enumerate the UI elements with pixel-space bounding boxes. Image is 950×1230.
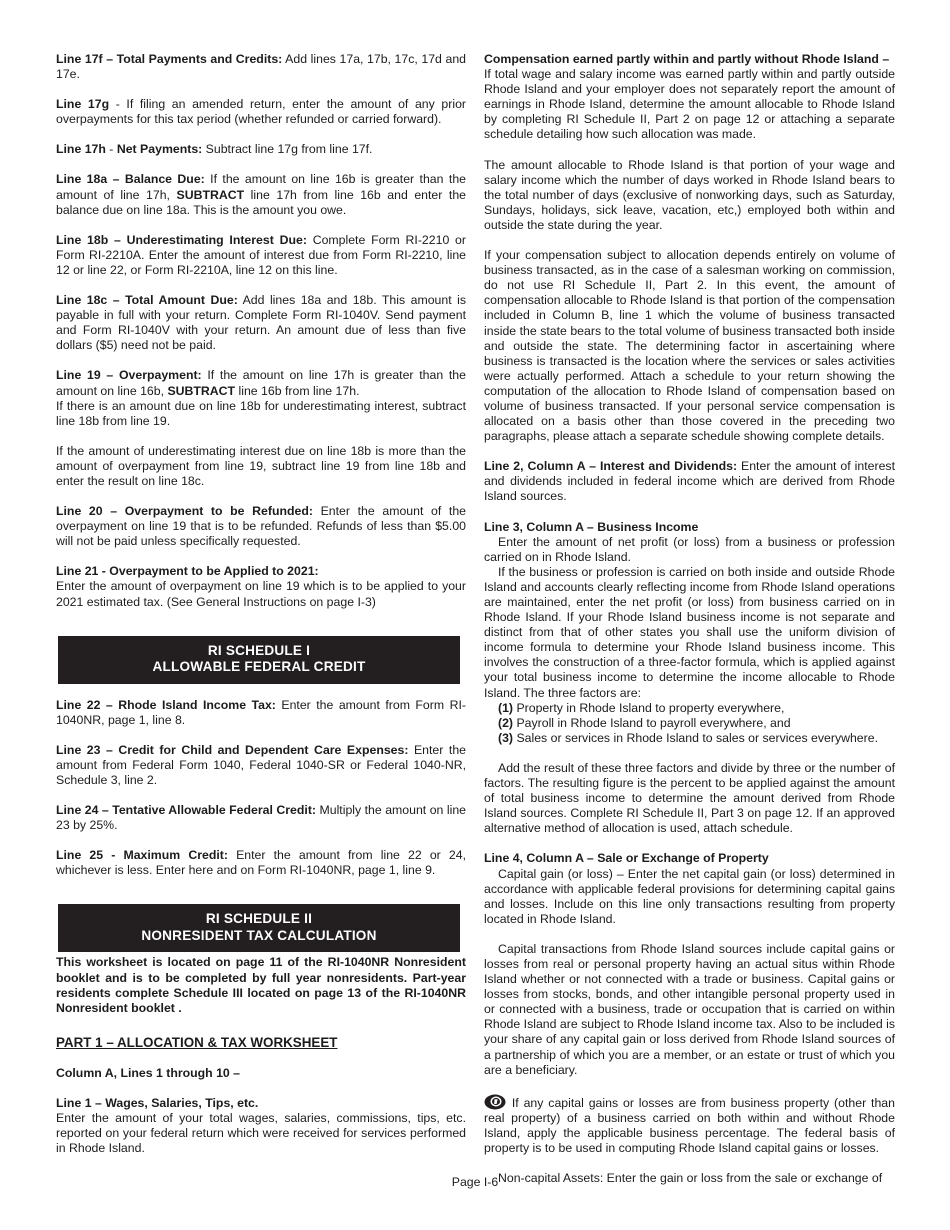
- line-4-p3: If any capital gains or losses are from business property (other than real property) of a business carried on both within and without Rhode Island, apply the applicable business percentage. The federal basis of property is to be used in computing Rhode Island capital gains or losses.: [484, 1093, 895, 1156]
- schedule-1-banner: [58, 636, 460, 684]
- schedule-1-subtitle: ALLOWABLE FEDERAL CREDIT: [152, 659, 366, 675]
- right-column: [484, 52, 895, 1186]
- line-4-p1: Capital gain (or loss) – Enter the net capital gain (or loss) determined in accordance with applicable federal provisions for determining capital gains and losses. Include on this line only transactions resulting from property located in Rhode Island.: [484, 866, 895, 926]
- line-4-p4: Non-capital Assets: Enter the gain or loss from the sale or exchange of: [498, 1171, 883, 1186]
- factor-1: (1) Property in Rhode Island to property everywhere,: [498, 700, 785, 715]
- line-3-p2: If the business or profession is carried on both inside and outside Rhode Island and accounts clearly reflecting income from Rhode Island operations are maintained, enter the net profit (or loss) from business carried on in Rhode Island. If your Rhode Island business income is not separate and distinct from that of other states you shall use the uniform division of income formula to determine your Rhode Island business income. This involves the construction of a three-factor formula, which is applied against your total business income to determine the income allocable to Rhode Island. The three factors are:: [484, 564, 895, 700]
- compensation-paragraph: Compensation earned partly within and partly without Rhode Island – If total wage and salary income was earned partly within and partly outside Rhode Island and your employer does not separately report the amount of earnings in Rhode Island, determine the amount allocable to Rhode Island by completing RI Schedule II, Part 2 on page 12 or attaching a separate schedule detailing how such allocation was made.: [484, 52, 895, 142]
- line-18c-paragraph: Line 18c – Total Amount Due: Add lines 18a and 18b. This amount is payable in full with your return. Complete Form RI-1040V. Send payment and Form RI-1040V with your return. An amount due of less than five dollars ($5) need not be paid.: [56, 293, 466, 353]
- schedule-1-title: RI SCHEDULE I: [207, 642, 311, 658]
- line-23-paragraph: Line 23 – Credit for Child and Dependent Care Expenses: Enter the amount from Federal Form 1040, Federal 1040-SR or Federal 1040-NR, Schedule 3, line 2.: [56, 742, 466, 787]
- line-1-paragraph: Line 1 – Wages, Salaries, Tips, etc. Enter the amount of your total wages, salaries, commissions, tips, etc. reported on your federal return which were received for services performed in Rhode Island.: [56, 1096, 466, 1156]
- line-25-paragraph: Line 25 - Maximum Credit: Enter the amount from line 22 or 24, whichever is less. Enter here and on Form RI-1040NR, page 1, line 9.: [56, 848, 466, 878]
- line-18a-paragraph: Line 18a – Balance Due: If the amount on line 16b is greater than the amount of line 17h, SUBTRACT line 17h from line 16b and enter the balance due on line 18a. This is the amount you owe.: [56, 172, 466, 217]
- line-17f-paragraph: Line 17f – Total Payments and Credits: Add lines 17a, 17b, 17c, 17d and 17e.: [56, 52, 466, 82]
- part-1-heading: PART 1 – ALLOCATION & TAX WORKSHEET: [56, 1034, 338, 1050]
- factor-3: (3) Sales or services in Rhode Island to sales or services everywhere.: [498, 730, 878, 745]
- line-3-p3: Add the result of these three factors and divide by three or the number of factors. The resulting figure is the percent to be applied against the amount of total business income to determine the amount derived from Rhode Island sources. Complete RI Schedule II, Part 3 on page 12. If an approved alternative method of allocation is used, attach schedule.: [484, 760, 895, 836]
- line-19-paragraph: Line 19 – Overpayment: If the amount on line 17h is greater than the amount on line 16b, SUBTRACT line 16b from line 17h. If there is an amount due on line 18b for underestimating interest, subtract line 18b from line 19.: [56, 368, 466, 428]
- line-22-paragraph: Line 22 – Rhode Island Income Tax: Enter the amount from Form RI-1040NR, page 1, line 8.: [56, 697, 466, 727]
- page-number: Page I-6: [451, 1175, 499, 1189]
- line-21-paragraph: Line 21 - Overpayment to be Applied to 2021: Enter the amount of overpayment on line 19 which is to be applied to your 2021 estimated tax. (See General Instructions on page I-3): [56, 564, 466, 609]
- factor-2: (2) Payroll in Rhode Island to payroll everywhere, and: [498, 715, 791, 730]
- line-3-heading: Line 3, Column A – Business Income: [484, 519, 699, 534]
- schedule-2-subtitle: NONRESIDENT TAX CALCULATION: [141, 927, 377, 943]
- line-17h-paragraph: Line 17h - Net Payments: Subtract line 17g from line 17f.: [56, 142, 373, 157]
- line-19-underestimating-paragraph: If the amount of underestimating interest due on line 18b is more than the amount of overpayment from line 19, subtract line 19 from line 18b and enter the result on line 18c.: [56, 443, 466, 488]
- line-2-paragraph: Line 2, Column A – Interest and Dividends: Enter the amount of interest and dividends included in federal income which are derived from Rhode Island sources.: [484, 459, 895, 504]
- left-column: [56, 52, 466, 1156]
- column-a-heading: Column A, Lines 1 through 10 –: [56, 1065, 241, 1080]
- line-20-paragraph: Line 20 – Overpayment to be Refunded: Enter the amount of the overpayment on line 19 that is to be refunded. Refunds of less than $5.00 will not be paid unless specifically requested.: [56, 504, 466, 549]
- schedule-2-banner: [58, 904, 460, 952]
- line-17g-paragraph: Line 17g - If filing an amended return, enter the amount of any prior overpayments for this tax period (whether refunded or carried forward).: [56, 97, 467, 127]
- volume-paragraph: If your compensation subject to allocation depends entirely on volume of business transacted, as in the case of a salesman working on commission, do not use RI Schedule II, Part 2. In this event, the amount of compensation allocable to Rhode Island is that portion of the compensation included in Column B, line 1 which the volume of business transacted inside the state bears to the total volume of business transacted both inside and outside the state. The determining factor in ascertaining where business is transacted is the location where the services or sales activities were actually performed. Attach a schedule to your return showing the computation of the allocation to Rhode Island of compensation based on volume of business transacted. If your personal service compensation is allocated on a basis other than those covered in the preceding two paragraphs, please attach a separate schedule showing complete details.: [484, 248, 895, 444]
- note-icon: [484, 1093, 506, 1110]
- line-18b-paragraph: Line 18b – Underestimating Interest Due: Complete Form RI-2210 or Form RI-2210A. Enter the amount of interest due from Form RI-2210, line 12 or line 22, or Form RI-2210A, line 12 on this line.: [56, 232, 466, 277]
- line-3-p1: Enter the amount of net profit (or loss) from a business or profession carried on in Rhode Island.: [484, 534, 895, 564]
- schedule-2-title: RI SCHEDULE II: [205, 911, 313, 927]
- allocable-paragraph: The amount allocable to Rhode Island is that portion of your wage and salary income which the number of days worked in Rhode Island bears to the total number of days (exclusive of nonworking days, such as Saturday, Sundays, holidays, sick leave, vacation, etc,) employed both within and outside the state during the year.: [484, 157, 895, 232]
- line-4-heading: Line 4, Column A – Sale or Exchange of Property: [484, 851, 769, 866]
- worksheet-note: This worksheet is located on page 11 of the RI-1040NR Nonresident booklet and is to be completed by full year nonresidents. Part-year residents complete Schedule III located on page 13 of the RI-1040NR Nonresident booklet .: [56, 955, 466, 1015]
- line-24-paragraph: Line 24 – Tentative Allowable Federal Credit: Multiply the amount on line 23 by 25%.: [56, 803, 466, 833]
- line-4-p2: Capital transactions from Rhode Island sources include capital gains or losses from real or personal property having an actual situs within Rhode Island whether or not connected with a trade or business. Capital gains or losses from stocks, bonds, and other intangible personal property used in or connected with a business, trade or occupation that is carried on within Rhode Island are subject to Rhode Island income tax. Also to be included is your share of any capital gain or loss derived from Rhode Island sources of a partnership of which you are a member, or an estate or trust of which you are a beneficiary.: [484, 941, 895, 1077]
